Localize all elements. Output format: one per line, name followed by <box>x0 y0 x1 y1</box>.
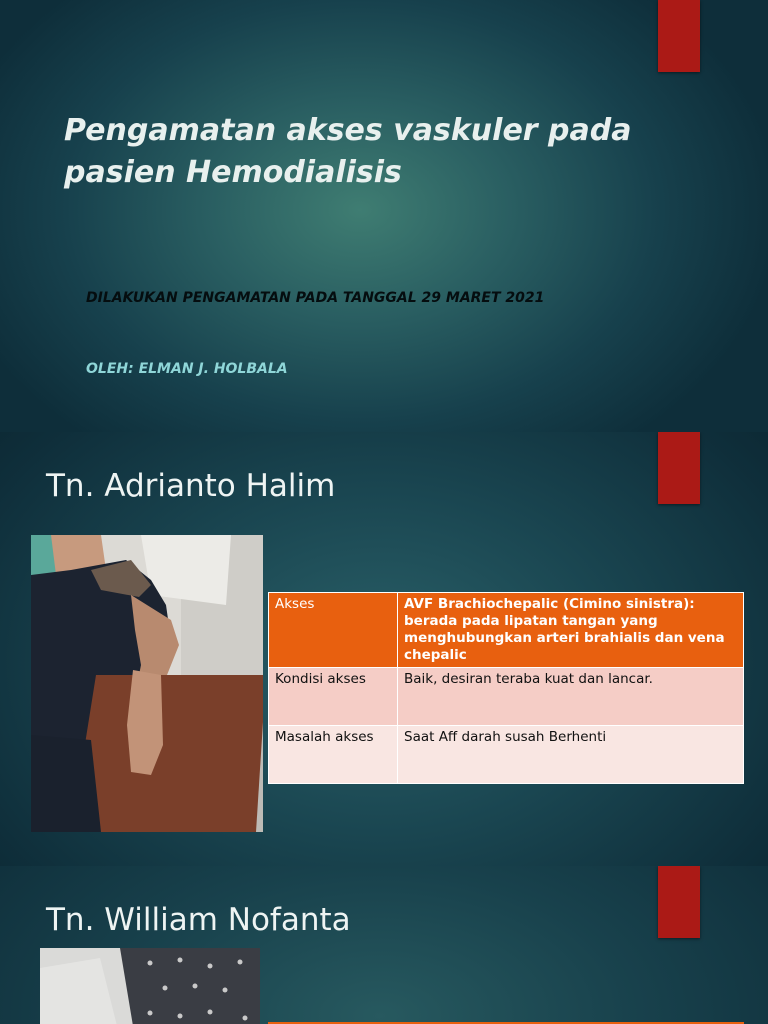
observation-date: DILAKUKAN PENGAMATAN PADA TANGGAL 29 MARET 2021 <box>86 290 545 306</box>
patient-arm-photo <box>31 535 263 832</box>
red-accent-block <box>658 432 700 504</box>
table-cell-label: Masalah akses <box>269 726 398 784</box>
table-row <box>269 593 744 668</box>
patient-photo-image <box>40 948 260 1024</box>
table-row <box>269 668 744 726</box>
presentation-title: Pengamatan akses vaskuler pada pasien Hemodialisis <box>64 113 632 190</box>
slide-patient-1 <box>0 432 768 866</box>
slide-patient-2 <box>0 866 768 1024</box>
patient-name: Tn. Adrianto Halim <box>46 468 336 504</box>
table-cell-value: AVF Brachiochepalic (Cimino sinistra): berada pada lipatan tangan yang menghubungkan arteri brahialis dan vena chepalic <box>398 593 744 668</box>
patient-photo <box>40 948 260 1024</box>
table-cell-value: Baik, desiran teraba kuat dan lancar. <box>398 668 744 726</box>
author-line: OLEH: ELMAN J. HOLBALA <box>86 361 288 377</box>
table-row <box>269 726 744 784</box>
table-cell-value: Saat Aff darah susah Berhenti <box>398 726 744 784</box>
table-cell-label: Akses <box>269 593 398 668</box>
slide-title <box>0 0 768 432</box>
arm-photo-image <box>31 535 263 832</box>
table-cell-label: Kondisi akses <box>269 668 398 726</box>
access-table <box>268 592 744 784</box>
red-accent-block <box>658 866 700 938</box>
patient-name: Tn. William Nofanta <box>46 902 351 938</box>
red-accent-block <box>658 0 700 72</box>
